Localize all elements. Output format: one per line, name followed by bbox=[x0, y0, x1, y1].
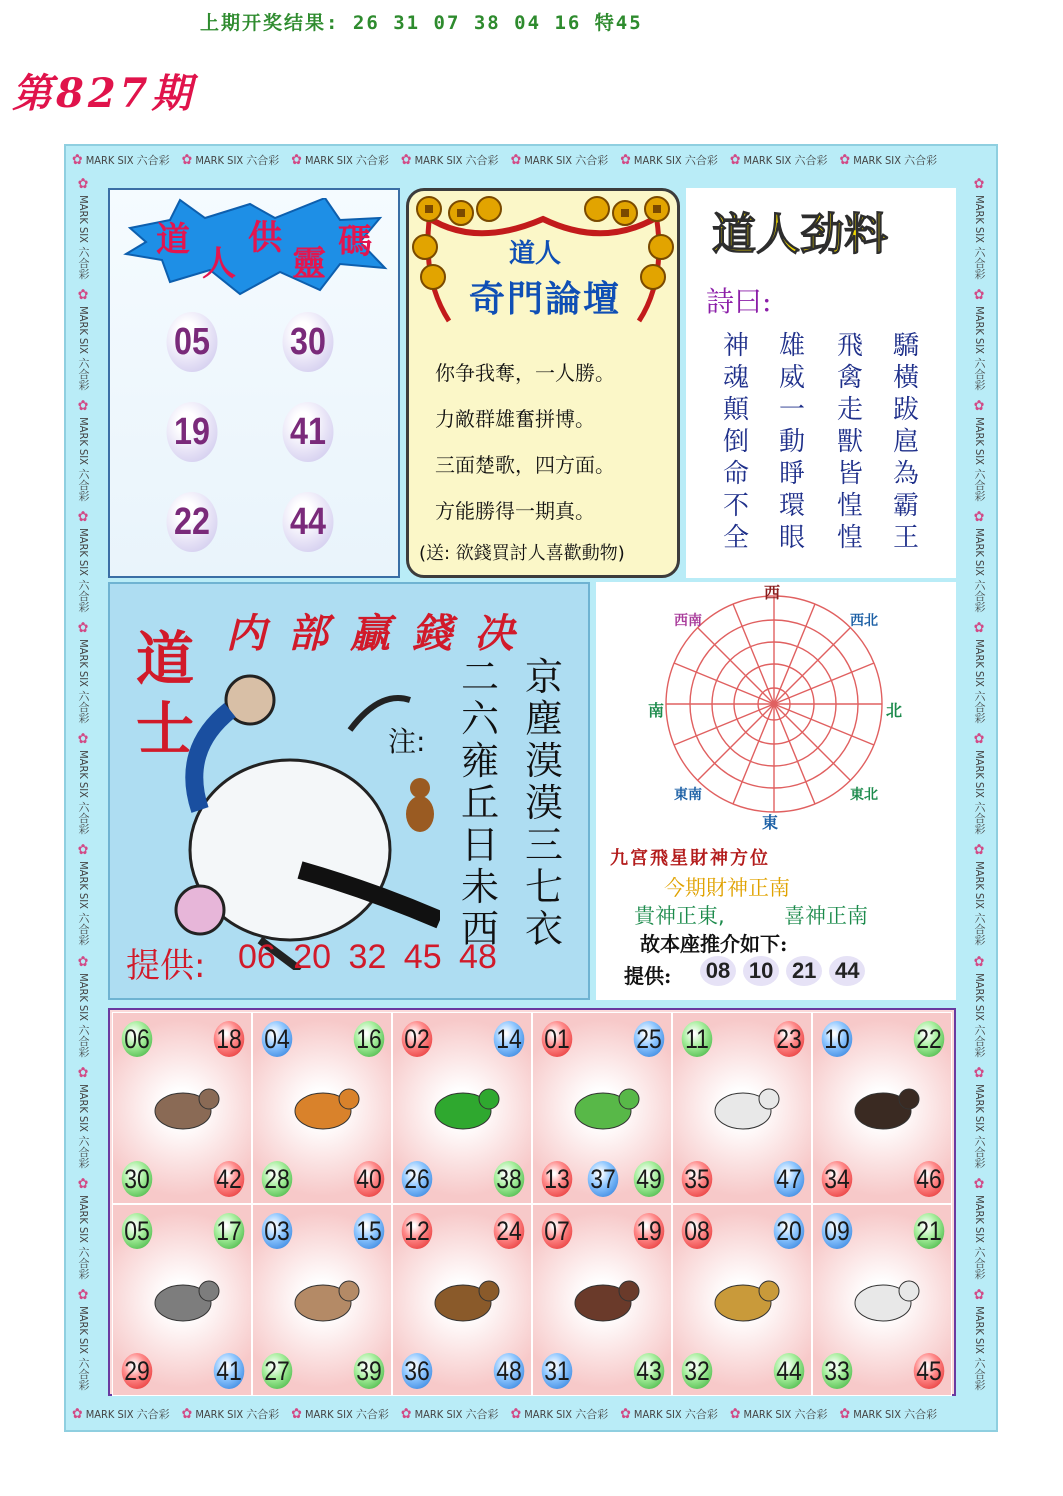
strip-brand-text: ✿ MARK SIX 六合彩 bbox=[75, 1286, 91, 1390]
strip-brand-text: ✿ MARK SIX 六合彩 bbox=[839, 152, 938, 168]
zodiac-number-ball: 12 bbox=[402, 1213, 433, 1249]
monkey-icon bbox=[400, 774, 440, 834]
strip-brand-text: ✿ MARK SIX 六合彩 bbox=[75, 398, 91, 502]
strip-brand-text: ✿ MARK SIX 六合彩 bbox=[971, 1175, 987, 1279]
flower-icon: ✿ bbox=[181, 152, 193, 168]
poem-column: 神魂顛倒命不全 bbox=[722, 331, 749, 553]
zodiac-number-ball: 02 bbox=[402, 1021, 433, 1057]
pig-icon bbox=[563, 1259, 643, 1339]
zodiac-number-ball: 27 bbox=[262, 1353, 293, 1389]
border-strip-top bbox=[66, 148, 996, 172]
strip-brand-text: ✿ MARK SIX 六合彩 bbox=[971, 620, 987, 724]
rabbit-icon bbox=[283, 1259, 363, 1339]
flower-icon: ✿ bbox=[971, 1064, 987, 1081]
compass-dir-se: 東北 bbox=[850, 787, 878, 803]
compass-noble: 貴神正東, bbox=[634, 904, 725, 928]
compass-dir-top: 西 bbox=[764, 583, 781, 602]
supply-number: 05 bbox=[167, 312, 218, 372]
forum-title-big: 奇門論壇 bbox=[469, 279, 622, 320]
strip-brand-text: ✿ MARK SIX 六合彩 bbox=[971, 1286, 987, 1390]
forum-hint: (送: 欲錢買討人喜歡動物) bbox=[419, 543, 625, 564]
zodiac-number-ball: 38 bbox=[494, 1161, 525, 1197]
taoist-verse-col1: 京塵漠漠三七衣 bbox=[524, 655, 563, 951]
flower-icon: ✿ bbox=[971, 953, 987, 970]
taoist-banner: 内部贏錢决 bbox=[226, 610, 536, 657]
strip-brand-text: ✿ MARK SIX 六合彩 bbox=[72, 1406, 170, 1422]
strip-brand-text: ✿ MARK SIX 六合彩 bbox=[729, 1406, 828, 1422]
dog-icon bbox=[703, 1259, 783, 1339]
zodiac-number-ball: 16 bbox=[354, 1021, 385, 1057]
zodiac-number-ball: 23 bbox=[774, 1021, 805, 1057]
flower-icon: ✿ bbox=[971, 620, 987, 637]
zodiac-number-ball: 32 bbox=[682, 1353, 713, 1389]
strip-brand-text: ✿ MARK SIX 六合彩 bbox=[971, 287, 987, 391]
strip-brand-text: ✿ MARK SIX 六合彩 bbox=[620, 152, 718, 168]
tiger-icon bbox=[283, 1067, 363, 1147]
compass-title: 九宮飛星財神方位 bbox=[610, 848, 770, 869]
strip-brand-text: ✿ MARK SIX 六合彩 bbox=[971, 842, 987, 946]
supply-number: 44 bbox=[283, 492, 334, 552]
supply-number: 30 bbox=[283, 312, 334, 372]
flower-icon: ✿ bbox=[75, 731, 91, 748]
strip-brand-text: ✿ MARK SIX 六合彩 bbox=[400, 152, 499, 168]
flower-icon: ✿ bbox=[75, 287, 91, 304]
rat-icon bbox=[143, 1067, 223, 1147]
border-strip-left bbox=[70, 172, 96, 1408]
zodiac-number-ball: 17 bbox=[214, 1213, 245, 1249]
compass-joy: 喜神正南 bbox=[784, 904, 868, 928]
zodiac-number-ball: 18 bbox=[214, 1021, 245, 1057]
zodiac-number-ball: 05 bbox=[122, 1213, 153, 1249]
zodiac-number-ball: 04 bbox=[262, 1021, 293, 1057]
zodiac-number-ball: 08 bbox=[682, 1213, 713, 1249]
strip-brand-text: ✿ MARK SIX 六合彩 bbox=[181, 1406, 280, 1422]
zodiac-cell-rat bbox=[112, 1012, 252, 1204]
flower-icon: ✿ bbox=[971, 176, 987, 192]
compass-dir-nw: 西南 bbox=[674, 613, 702, 629]
zodiac-number-ball: 40 bbox=[354, 1161, 385, 1197]
strip-brand-text: ✿ MARK SIX 六合彩 bbox=[75, 953, 91, 1057]
issue-number: 第827期 bbox=[12, 70, 196, 117]
flower-icon: ✿ bbox=[75, 620, 91, 637]
taoist-supply-numbers: 06 20 32 45 48 bbox=[238, 938, 497, 976]
strip-brand-text: ✿ MARK SIX 六合彩 bbox=[75, 620, 91, 724]
zodiac-cell-dragon bbox=[392, 1012, 532, 1204]
zodiac-cell-ox bbox=[112, 1204, 252, 1396]
flower-icon: ✿ bbox=[510, 1406, 522, 1422]
flower-icon: ✿ bbox=[971, 509, 987, 526]
supply-title-2: 人 bbox=[202, 244, 236, 284]
strip-brand-text: ✿ MARK SIX 六合彩 bbox=[75, 1175, 91, 1279]
zodiac-number-ball: 11 bbox=[682, 1021, 713, 1057]
compass-supply-number: 10 bbox=[743, 956, 779, 986]
supply-title-3: 供 bbox=[248, 218, 282, 258]
supply-number: 41 bbox=[283, 402, 334, 462]
taoist-verse-col2: 二六雍丘日未西 bbox=[460, 655, 499, 951]
strip-brand-text: ✿ MARK SIX 六合彩 bbox=[971, 953, 987, 1057]
taoist-note: 注: bbox=[388, 725, 426, 758]
flower-icon: ✿ bbox=[75, 398, 91, 415]
flower-icon: ✿ bbox=[75, 953, 91, 970]
horse-icon bbox=[423, 1259, 503, 1339]
zodiac-number-ball: 49 bbox=[634, 1161, 665, 1197]
strip-brand-text: ✿ MARK SIX 六合彩 bbox=[75, 842, 91, 946]
zodiac-number-ball: 07 bbox=[542, 1213, 573, 1249]
supply-panel bbox=[108, 188, 400, 578]
zodiac-number-ball: 13 bbox=[542, 1161, 573, 1197]
zodiac-number-ball: 10 bbox=[822, 1021, 853, 1057]
strip-brand-text: ✿ MARK SIX 六合彩 bbox=[72, 152, 170, 168]
goat-icon bbox=[703, 1067, 783, 1147]
strip-brand-text: ✿ MARK SIX 六合彩 bbox=[291, 152, 389, 168]
poem-column: 飛禽走獸皆惶惶 bbox=[836, 331, 863, 553]
flower-icon: ✿ bbox=[72, 1406, 83, 1422]
zodiac-grid bbox=[108, 1008, 956, 1396]
zodiac-cell-goat bbox=[672, 1012, 812, 1204]
flower-icon: ✿ bbox=[620, 1406, 631, 1422]
zodiac-number-ball: 19 bbox=[634, 1213, 665, 1249]
zodiac-number-ball: 30 bbox=[122, 1161, 153, 1197]
flower-icon: ✿ bbox=[971, 1175, 987, 1192]
strip-brand-text: ✿ MARK SIX 六合彩 bbox=[75, 509, 91, 613]
forum-line: 三面楚歌，四方面。 bbox=[435, 453, 615, 477]
zodiac-number-ball: 36 bbox=[402, 1353, 433, 1389]
zodiac-number-ball: 06 bbox=[122, 1021, 153, 1057]
flower-icon: ✿ bbox=[75, 509, 91, 526]
compass-supply-number: 08 bbox=[700, 956, 736, 986]
flower-icon: ✿ bbox=[75, 1286, 91, 1303]
zodiac-number-ball: 34 bbox=[822, 1161, 853, 1197]
monkey-icon bbox=[843, 1067, 923, 1147]
supply-number: 19 bbox=[167, 402, 218, 462]
strip-brand-text: ✿ MARK SIX 六合彩 bbox=[971, 1064, 987, 1168]
supply-number: 22 bbox=[167, 492, 218, 552]
strip-brand-text: ✿ MARK SIX 六合彩 bbox=[291, 1406, 389, 1422]
compass-dir-sw: 東南 bbox=[674, 787, 702, 803]
zodiac-number-ball: 28 bbox=[262, 1161, 293, 1197]
border-strip-bottom bbox=[66, 1402, 996, 1426]
flower-icon: ✿ bbox=[971, 731, 987, 748]
zodiac-cell-pig bbox=[532, 1204, 672, 1396]
forum-line: 方能勝得一期真。 bbox=[435, 499, 595, 523]
strip-brand-text: ✿ MARK SIX 六合彩 bbox=[75, 287, 91, 391]
flower-icon: ✿ bbox=[291, 152, 302, 168]
compass-supply-numbers bbox=[700, 956, 867, 986]
flower-icon: ✿ bbox=[181, 1406, 193, 1422]
zodiac-number-ball: 29 bbox=[122, 1353, 153, 1389]
flower-icon: ✿ bbox=[729, 1406, 741, 1422]
zodiac-number-ball: 15 bbox=[354, 1213, 385, 1249]
zodiac-number-ball: 22 bbox=[914, 1021, 945, 1057]
rooster-icon bbox=[843, 1259, 923, 1339]
zodiac-number-ball: 09 bbox=[822, 1213, 853, 1249]
snake-icon bbox=[563, 1067, 643, 1147]
strip-brand-text: ✿ MARK SIX 六合彩 bbox=[971, 731, 987, 835]
flower-icon: ✿ bbox=[75, 842, 91, 859]
zodiac-cell-dog bbox=[672, 1204, 812, 1396]
flower-icon: ✿ bbox=[839, 1406, 851, 1422]
last-result-banner: 上期开奖结果: 26 31 07 38 04 16 特45 bbox=[200, 12, 643, 34]
zodiac-number-ball: 14 bbox=[494, 1021, 525, 1057]
forum-panel bbox=[406, 188, 680, 578]
flower-icon: ✿ bbox=[400, 1406, 412, 1422]
strip-brand-text: ✿ MARK SIX 六合彩 bbox=[729, 152, 828, 168]
zodiac-number-ball: 33 bbox=[822, 1353, 853, 1389]
strip-brand-text: ✿ MARK SIX 六合彩 bbox=[971, 509, 987, 613]
strip-brand-text: ✿ MARK SIX 六合彩 bbox=[971, 398, 987, 502]
zodiac-cell-horse bbox=[392, 1204, 532, 1396]
taoist-figure-icon bbox=[140, 670, 440, 970]
poem-title: 道人劲料 bbox=[712, 209, 888, 260]
forum-line: 力敵群雄奮拼博。 bbox=[435, 407, 595, 431]
strip-brand-text: ✿ MARK SIX 六合彩 bbox=[971, 176, 987, 280]
compass-recommend: 故本座推介如下: bbox=[640, 932, 788, 956]
zodiac-number-ball: 39 bbox=[354, 1353, 385, 1389]
dragon-icon bbox=[423, 1067, 503, 1147]
taoist-panel bbox=[108, 582, 590, 1000]
zodiac-cell-tiger bbox=[252, 1012, 392, 1204]
flower-icon: ✿ bbox=[75, 176, 91, 192]
forum-line: 你争我奪，一人勝。 bbox=[435, 361, 615, 385]
compass-supply-number: 44 bbox=[829, 956, 865, 986]
zodiac-number-ball: 46 bbox=[914, 1161, 945, 1197]
compass-supply-label: 提供: bbox=[624, 964, 672, 988]
compass-dir-bottom: 東 bbox=[762, 813, 779, 832]
flower-icon: ✿ bbox=[75, 1064, 91, 1081]
taoist-supply-label: 提供: bbox=[126, 946, 206, 986]
zodiac-cell-monkey bbox=[812, 1012, 952, 1204]
flower-icon: ✿ bbox=[400, 152, 412, 168]
zodiac-number-ball: 03 bbox=[262, 1213, 293, 1249]
zodiac-cell-snake bbox=[532, 1012, 672, 1204]
strip-brand-text: ✿ MARK SIX 六合彩 bbox=[620, 1406, 718, 1422]
flower-icon: ✿ bbox=[75, 1175, 91, 1192]
compass-dir-right: 北 bbox=[886, 701, 903, 720]
poem-label: 詩曰: bbox=[706, 285, 772, 318]
compass-wealth: 今期財神正南 bbox=[664, 876, 790, 900]
compass-dir-left: 南 bbox=[648, 701, 665, 720]
supply-title-1: 道 bbox=[156, 220, 190, 260]
zodiac-number-ball: 20 bbox=[774, 1213, 805, 1249]
compass-dir-ne: 西北 bbox=[850, 613, 878, 629]
poem-column: 驕橫跋扈為霸王 bbox=[892, 331, 919, 553]
strip-brand-text: ✿ MARK SIX 六合彩 bbox=[75, 176, 91, 280]
border-strip-right bbox=[966, 172, 992, 1408]
compass-supply-number: 21 bbox=[786, 956, 822, 986]
zodiac-number-ball: 44 bbox=[774, 1353, 805, 1389]
zodiac-number-ball: 47 bbox=[774, 1161, 805, 1197]
zodiac-number-ball: 43 bbox=[634, 1353, 665, 1389]
zodiac-number-ball: 24 bbox=[494, 1213, 525, 1249]
lottery-board bbox=[64, 144, 998, 1432]
flower-icon: ✿ bbox=[971, 1286, 987, 1303]
taoist-side-title: 道士 bbox=[136, 625, 195, 763]
compass-panel bbox=[596, 582, 956, 1000]
strip-brand-text: ✿ MARK SIX 六合彩 bbox=[400, 1406, 499, 1422]
flower-icon: ✿ bbox=[971, 287, 987, 304]
flower-icon: ✿ bbox=[971, 842, 987, 859]
strip-brand-text: ✿ MARK SIX 六合彩 bbox=[75, 1064, 91, 1168]
zodiac-number-ball: 26 bbox=[402, 1161, 433, 1197]
flower-icon: ✿ bbox=[72, 152, 83, 168]
supply-title-5: 碼 bbox=[338, 222, 372, 262]
zodiac-number-ball: 21 bbox=[914, 1213, 945, 1249]
zodiac-number-ball: 42 bbox=[214, 1161, 245, 1197]
flower-icon: ✿ bbox=[620, 152, 631, 168]
zodiac-number-ball: 37 bbox=[588, 1161, 619, 1197]
flower-icon: ✿ bbox=[971, 398, 987, 415]
poem-panel bbox=[686, 188, 956, 578]
poem-column: 雄威一動睜環眼 bbox=[778, 331, 805, 553]
strip-brand-text: ✿ MARK SIX 六合彩 bbox=[510, 152, 609, 168]
strip-brand-text: ✿ MARK SIX 六合彩 bbox=[75, 731, 91, 835]
flower-icon: ✿ bbox=[510, 152, 522, 168]
strip-brand-text: ✿ MARK SIX 六合彩 bbox=[181, 152, 280, 168]
zodiac-number-ball: 25 bbox=[634, 1021, 665, 1057]
zodiac-number-ball: 45 bbox=[914, 1353, 945, 1389]
zodiac-number-ball: 35 bbox=[682, 1161, 713, 1197]
strip-brand-text: ✿ MARK SIX 六合彩 bbox=[839, 1406, 938, 1422]
zodiac-number-ball: 31 bbox=[542, 1353, 573, 1389]
supply-title-4: 靈 bbox=[292, 244, 326, 284]
zodiac-cell-rooster bbox=[812, 1204, 952, 1396]
zodiac-number-ball: 48 bbox=[494, 1353, 525, 1389]
strip-brand-text: ✿ MARK SIX 六合彩 bbox=[510, 1406, 609, 1422]
zodiac-number-ball: 01 bbox=[542, 1021, 573, 1057]
zodiac-number-ball: 41 bbox=[214, 1353, 245, 1389]
zodiac-cell-rabbit bbox=[252, 1204, 392, 1396]
flower-icon: ✿ bbox=[839, 152, 851, 168]
flower-icon: ✿ bbox=[729, 152, 741, 168]
flower-icon: ✿ bbox=[291, 1406, 302, 1422]
forum-title-small: 道人 bbox=[509, 239, 562, 269]
ox-icon bbox=[143, 1259, 223, 1339]
